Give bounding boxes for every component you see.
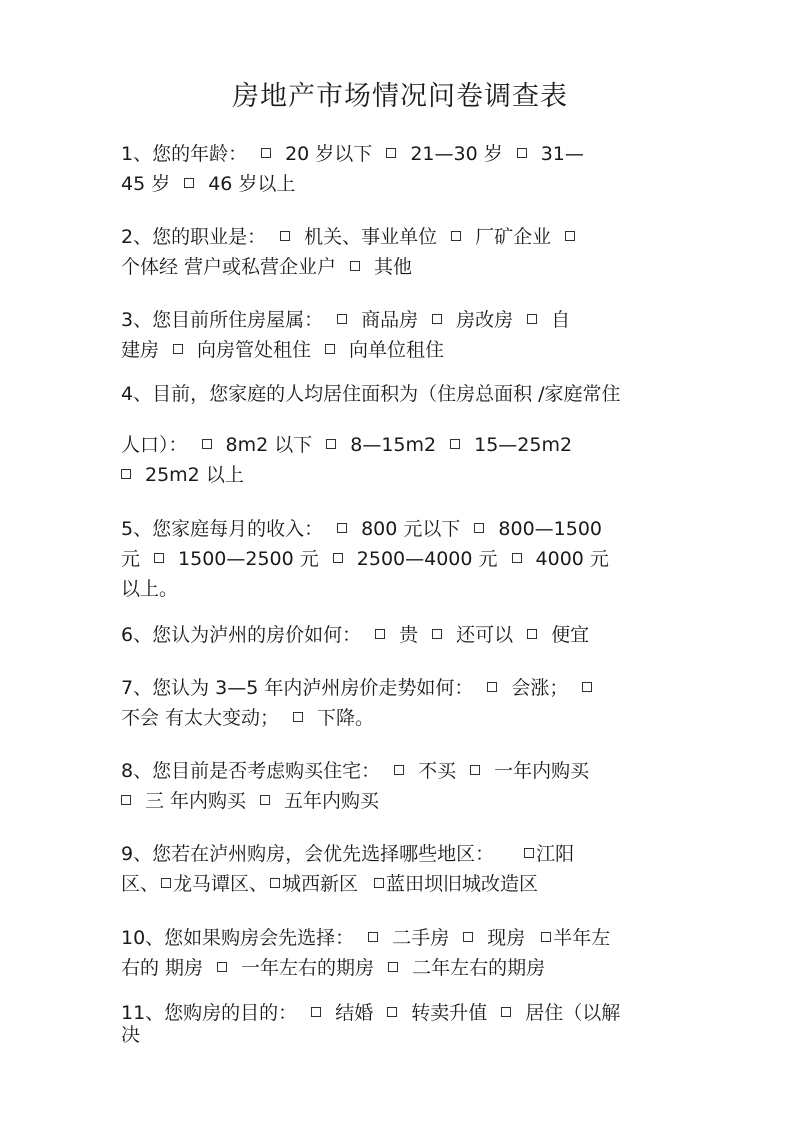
question-3-line-2: [121, 338, 444, 362]
q3-option-2-checkbox[interactable]: [432, 314, 442, 324]
q9-option-1-checkbox[interactable]: [524, 848, 534, 858]
q3-option-1-checkbox[interactable]: [337, 314, 347, 324]
q4-option-4-checkbox[interactable]: [121, 469, 131, 479]
q11-option-3-label: 居住（以解: [525, 1002, 621, 1024]
q7-option-2-checkbox[interactable]: [582, 682, 592, 692]
q4-option-3-checkbox[interactable]: [450, 439, 460, 449]
q7-option-1-checkbox[interactable]: [487, 682, 497, 692]
q8-option-3-checkbox[interactable]: [121, 795, 131, 805]
q5-option-3-checkbox[interactable]: [154, 553, 164, 563]
q8-option-4-checkbox[interactable]: [260, 795, 270, 805]
q11-option-3-checkbox[interactable]: [501, 1007, 511, 1017]
question-9-line-2: [121, 872, 538, 896]
q6-option-1-label: 贵: [399, 624, 419, 646]
q5-option-1-label: 800 元以下: [361, 518, 461, 540]
q4-option-2-label: 8—15m2: [350, 434, 437, 456]
q4-option-1-checkbox[interactable]: [202, 439, 212, 449]
q4-option-1-label: 8m2 以下: [225, 434, 313, 456]
question-10-line-2: [121, 956, 545, 980]
q9-option-3-checkbox[interactable]: [270, 878, 280, 888]
q5-option-5-label-cont: 以上。: [121, 578, 179, 600]
q10-option-5-checkbox[interactable]: [388, 962, 398, 972]
q4-option-3-label: 15—25m2: [474, 434, 573, 456]
question-10-prompt: 10、您如果购房会先选择：: [121, 927, 355, 949]
q9-option-2-checkbox[interactable]: [161, 878, 171, 888]
q2-option-4-checkbox[interactable]: [350, 261, 360, 271]
question-7-prompt: 7、您认为 3—5 年内泸州房价走势如何：: [121, 677, 474, 699]
q9-option-1-label-cont: 区、: [121, 873, 160, 895]
q5-option-1-checkbox[interactable]: [337, 523, 347, 533]
q9-option-4-checkbox[interactable]: [374, 878, 384, 888]
q6-option-2-checkbox[interactable]: [432, 629, 442, 639]
q10-option-5-label: 二年左右的期房: [412, 957, 546, 979]
q3-option-2-label: 房改房: [456, 309, 514, 331]
question-6-line-1: [121, 623, 589, 647]
question-4-prompt: 4、目前，您家庭的人均居住面积为（住房总面积 /家庭常住: [121, 383, 621, 405]
question-3-prompt: 3、您目前所住房屋属：: [121, 309, 324, 331]
q3-option-3-label-cont: 建房: [121, 339, 160, 361]
q7-option-3-checkbox[interactable]: [293, 712, 303, 722]
question-11-line-2: [121, 1023, 140, 1047]
q3-option-4-checkbox[interactable]: [173, 344, 183, 354]
q5-option-4-checkbox[interactable]: [333, 553, 343, 563]
q9-option-3-label: 城西新区: [282, 873, 359, 895]
q1-option-3-checkbox[interactable]: [517, 148, 527, 158]
q2-option-1-label: 机关、事业单位: [304, 226, 438, 248]
question-7-line-2: [121, 706, 374, 730]
question-2-prompt: 2、您的职业是：: [121, 226, 267, 248]
q6-option-3-label: 便宜: [551, 624, 590, 646]
q3-option-5-checkbox[interactable]: [325, 344, 335, 354]
q9-option-1-label: 江阳: [536, 843, 575, 865]
q9-option-4-label: 蓝田坝旧城改造区: [386, 873, 539, 895]
q8-option-2-label: 一年内购买: [494, 760, 590, 782]
q2-option-3-checkbox[interactable]: [565, 231, 575, 241]
question-5-line-2: [121, 547, 609, 571]
question-5-line-3: [121, 577, 178, 601]
question-4-line-2: [121, 433, 572, 457]
q10-option-3-label: 半年左: [553, 927, 611, 949]
q3-option-5-label: 向单位租住: [349, 339, 445, 361]
question-1-line-2: [121, 172, 295, 196]
q1-option-3-label: 31—: [540, 143, 584, 165]
q1-option-3-label-cont: 45 岁: [121, 173, 171, 195]
q3-option-3-checkbox[interactable]: [527, 314, 537, 324]
q5-option-2-label-cont: 元: [121, 548, 141, 570]
q11-option-2-label: 转卖升值: [411, 1002, 488, 1024]
q6-option-2-label: 还可以: [456, 624, 514, 646]
q2-option-1-checkbox[interactable]: [280, 231, 290, 241]
q6-option-3-checkbox[interactable]: [527, 629, 537, 639]
q11-option-1-checkbox[interactable]: [311, 1007, 321, 1017]
q10-option-1-checkbox[interactable]: [368, 932, 378, 942]
q3-option-4-label: 向房管处租住: [197, 339, 312, 361]
q1-option-1-checkbox[interactable]: [261, 148, 271, 158]
q3-option-1-label: 商品房: [361, 309, 419, 331]
question-1-prompt: 1、您的年龄：: [121, 143, 248, 165]
q7-option-1-label: 会涨；: [511, 677, 569, 699]
question-11-line-1: [121, 1001, 620, 1025]
q2-option-4-label: 其他: [374, 256, 413, 278]
q8-option-3-label: 三 年内购买: [145, 790, 247, 812]
q11-option-1-label: 结婚: [335, 1002, 374, 1024]
q5-option-2-label: 800—1500: [498, 518, 603, 540]
q10-option-4-label: 一年左右的期房: [241, 957, 375, 979]
question-8-line-2: [121, 789, 379, 813]
q1-option-1-label: 20 岁以下: [285, 143, 373, 165]
q2-option-2-checkbox[interactable]: [451, 231, 461, 241]
question-5-line-1: [121, 517, 602, 541]
q11-option-2-checkbox[interactable]: [387, 1007, 397, 1017]
q7-option-3-label: 下降。: [317, 707, 375, 729]
page-title: 房地产市场情况问卷调查表: [232, 81, 568, 112]
q3-option-3-label: 自: [551, 309, 571, 331]
question-2-line-1: [121, 225, 589, 249]
question-6-prompt: 6、您认为泸州的房价如何：: [121, 624, 362, 646]
q10-option-4-checkbox[interactable]: [217, 962, 227, 972]
q8-option-1-label: 不买: [418, 760, 457, 782]
q4-option-2-checkbox[interactable]: [326, 439, 336, 449]
q1-option-4-label: 46 岁以上: [208, 173, 296, 195]
q10-option-2-label: 现房: [487, 927, 526, 949]
question-8-prompt: 8、您目前是否考虑购买住宅：: [121, 760, 381, 782]
q8-option-2-checkbox[interactable]: [470, 765, 480, 775]
question-9-line-1: [121, 842, 574, 866]
q8-option-1-checkbox[interactable]: [394, 765, 404, 775]
q10-option-1-label: 二手房: [392, 927, 450, 949]
question-7-line-1: [121, 676, 606, 700]
q10-option-3-label-cont: 右的 期房: [121, 957, 204, 979]
question-3-line-1: [121, 308, 570, 332]
q5-option-4-label: 2500—4000 元: [356, 548, 498, 570]
q8-option-4-label: 五年内购买: [284, 790, 380, 812]
question-11-prompt: 11、您购房的目的：: [121, 1002, 298, 1024]
q1-option-4-checkbox[interactable]: [184, 178, 194, 188]
q7-option-2-label: 不会 有太大变动；: [121, 707, 280, 729]
question-4-prompt-cont: 人口）：: [121, 434, 188, 456]
question-2-line-2: [121, 255, 412, 279]
q9-option-2-label: 龙马谭区、: [173, 873, 269, 895]
question-8-line-1: [121, 759, 589, 783]
q6-option-1-checkbox[interactable]: [375, 629, 385, 639]
q2-option-3-label: 个体经 营户或私营企业户: [121, 256, 337, 278]
q4-option-4-label: 25m2 以上: [145, 464, 244, 486]
question-1-line-1: [121, 142, 584, 166]
q5-option-5-label: 4000 元: [535, 548, 609, 570]
q2-option-2-label: 厂矿企业: [475, 226, 552, 248]
q5-option-2-checkbox[interactable]: [474, 523, 484, 533]
q1-option-2-label: 21—30 岁: [410, 143, 503, 165]
q5-option-3-label: 1500—2500 元: [178, 548, 319, 570]
q11-option-3-label-cont: 决: [121, 1024, 141, 1046]
question-10-line-1: [121, 926, 610, 950]
q1-option-2-checkbox[interactable]: [386, 148, 396, 158]
q10-option-3-checkbox[interactable]: [541, 932, 551, 942]
question-5-prompt: 5、您家庭每月的收入：: [121, 518, 324, 540]
question-4-line-1: [121, 382, 621, 406]
question-9-prompt: 9、您若在泸州购房，会优先选择哪些地区：: [121, 843, 495, 865]
question-4-line-3: [121, 463, 244, 487]
q10-option-2-checkbox[interactable]: [463, 932, 473, 942]
q5-option-5-checkbox[interactable]: [512, 553, 522, 563]
